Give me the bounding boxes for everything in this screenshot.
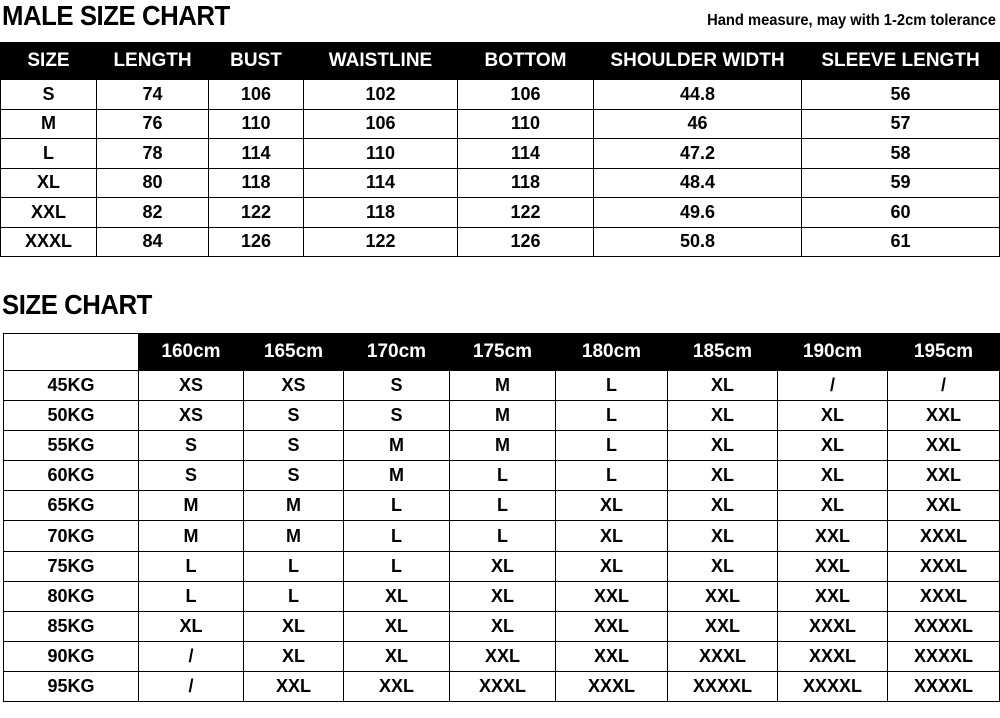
measurement-cell: 82 — [97, 198, 209, 228]
size-cell: XL — [668, 551, 778, 581]
column-header: LENGTH — [97, 43, 209, 80]
size-cell: L — [244, 581, 344, 611]
height-header: 170cm — [344, 334, 450, 371]
table-row — [4, 401, 1000, 431]
measurement-cell: 114 — [458, 139, 594, 169]
size-cell: L — [244, 551, 344, 581]
size-cell: L — [556, 431, 668, 461]
size-cell: XXL — [778, 581, 888, 611]
measurement-cell: 118 — [209, 168, 304, 198]
weight-label-cell: 95KG — [4, 671, 139, 701]
size-cell: XL — [778, 401, 888, 431]
size-cell: M — [139, 491, 244, 521]
size-cell: XL — [556, 551, 668, 581]
size-cell: XXL — [668, 581, 778, 611]
measurement-cell: 58 — [802, 139, 1000, 169]
male-size-table — [0, 42, 1000, 257]
size-cell: XXL — [450, 641, 556, 671]
column-header: SLEEVE LENGTH — [802, 43, 1000, 80]
size-cell: XXXL — [888, 581, 1000, 611]
size-cell: XS — [139, 401, 244, 431]
size-cell: XXXXL — [888, 641, 1000, 671]
size-cell: L — [344, 491, 450, 521]
height-header: 180cm — [556, 334, 668, 371]
measurement-cell: 56 — [802, 80, 1000, 110]
size-cell: XL — [668, 521, 778, 551]
measurement-cell: 57 — [802, 109, 1000, 139]
size-cell: XXXXL — [778, 671, 888, 701]
size-cell: XXXL — [450, 671, 556, 701]
male-size-chart-title: MALE SIZE CHART — [2, 0, 230, 31]
table-row — [4, 521, 1000, 551]
size-cell: XXXL — [778, 641, 888, 671]
column-header: SHOULDER WIDTH — [594, 43, 802, 80]
measurement-cell: 49.6 — [594, 198, 802, 228]
size-cell: XL — [344, 641, 450, 671]
table-row — [4, 641, 1000, 671]
measurement-cell: 60 — [802, 198, 1000, 228]
size-label-cell: XL — [1, 168, 97, 198]
size-cell: XXL — [556, 611, 668, 641]
height-header: 190cm — [778, 334, 888, 371]
table-row — [1, 168, 1000, 198]
size-cell: XL — [668, 371, 778, 401]
size-cell: M — [244, 491, 344, 521]
size-cell: S — [139, 461, 244, 491]
size-cell: XXL — [778, 551, 888, 581]
tolerance-note: Hand measure, may with 1-2cm tolerance — [707, 12, 996, 29]
table-row — [1, 80, 1000, 110]
measurement-cell: 114 — [304, 168, 458, 198]
size-cell: XXXL — [556, 671, 668, 701]
measurement-cell: 61 — [802, 227, 1000, 257]
size-cell: XL — [778, 461, 888, 491]
size-cell: XXL — [888, 491, 1000, 521]
height-weight-size-table — [3, 333, 1000, 702]
size-cell: XL — [450, 581, 556, 611]
measurement-cell: 50.8 — [594, 227, 802, 257]
size-cell: XL — [139, 611, 244, 641]
size-label-cell: XXL — [1, 198, 97, 228]
size-cell: S — [344, 371, 450, 401]
size-cell: / — [778, 371, 888, 401]
table-row — [1, 198, 1000, 228]
size-cell: XXL — [244, 671, 344, 701]
size-cell: XXXXL — [668, 671, 778, 701]
size-cell: M — [344, 461, 450, 491]
size-cell: XXL — [556, 641, 668, 671]
measurement-cell: 74 — [97, 80, 209, 110]
measurement-cell: 80 — [97, 168, 209, 198]
measurement-cell: 102 — [304, 80, 458, 110]
height-header: 185cm — [668, 334, 778, 371]
measurement-cell: 126 — [458, 227, 594, 257]
table-row — [4, 371, 1000, 401]
table-row — [1, 227, 1000, 257]
size-cell: XL — [244, 641, 344, 671]
size-cell: XXL — [888, 401, 1000, 431]
table-row — [1, 139, 1000, 169]
weight-label-cell: 50KG — [4, 401, 139, 431]
weight-label-cell: 75KG — [4, 551, 139, 581]
size-cell: S — [344, 401, 450, 431]
height-header-row — [4, 334, 1000, 371]
height-header: 165cm — [244, 334, 344, 371]
measurement-cell: 118 — [304, 198, 458, 228]
size-cell: S — [244, 431, 344, 461]
weight-label-cell: 45KG — [4, 371, 139, 401]
size-cell: L — [450, 521, 556, 551]
measurement-cell: 126 — [209, 227, 304, 257]
size-cell: XXL — [668, 611, 778, 641]
weight-label-cell: 70KG — [4, 521, 139, 551]
weight-label-cell: 65KG — [4, 491, 139, 521]
size-cell: / — [888, 371, 1000, 401]
size-cell: / — [139, 641, 244, 671]
size-label-cell: M — [1, 109, 97, 139]
column-header: BUST — [209, 43, 304, 80]
size-cell: XS — [244, 371, 344, 401]
measurement-cell: 122 — [458, 198, 594, 228]
size-cell: XL — [668, 431, 778, 461]
size-cell: XL — [450, 611, 556, 641]
weight-label-cell: 80KG — [4, 581, 139, 611]
measurement-cell: 84 — [97, 227, 209, 257]
size-cell: XXL — [344, 671, 450, 701]
male-size-header-row — [1, 43, 1000, 80]
size-cell: XL — [668, 491, 778, 521]
column-header: WAISTLINE — [304, 43, 458, 80]
table-row — [4, 671, 1000, 701]
size-cell: XXXXL — [888, 611, 1000, 641]
size-cell: L — [139, 581, 244, 611]
size-cell: M — [139, 521, 244, 551]
size-label-cell: L — [1, 139, 97, 169]
corner-cell — [4, 334, 139, 371]
measurement-cell: 106 — [304, 109, 458, 139]
size-cell: M — [450, 401, 556, 431]
size-cell: XL — [244, 611, 344, 641]
measurement-cell: 76 — [97, 109, 209, 139]
size-cell: XL — [344, 611, 450, 641]
size-cell: XXL — [778, 521, 888, 551]
weight-label-cell: 60KG — [4, 461, 139, 491]
size-cell: XL — [778, 491, 888, 521]
size-cell: XXL — [888, 431, 1000, 461]
measurement-cell: 44.8 — [594, 80, 802, 110]
size-cell: XXL — [888, 461, 1000, 491]
measurement-cell: 48.4 — [594, 168, 802, 198]
size-cell: XL — [450, 551, 556, 581]
size-cell: L — [344, 551, 450, 581]
measurement-cell: 46 — [594, 109, 802, 139]
table-row — [4, 461, 1000, 491]
size-cell: XS — [139, 371, 244, 401]
size-cell: M — [450, 371, 556, 401]
weight-label-cell: 55KG — [4, 431, 139, 461]
size-cell: L — [450, 461, 556, 491]
weight-label-cell: 85KG — [4, 611, 139, 641]
size-cell: XXXL — [888, 521, 1000, 551]
size-label-cell: XXXL — [1, 227, 97, 257]
size-label-cell: S — [1, 80, 97, 110]
measurement-cell: 110 — [458, 109, 594, 139]
column-header: BOTTOM — [458, 43, 594, 80]
measurement-cell: 59 — [802, 168, 1000, 198]
size-cell: S — [139, 431, 244, 461]
size-cell: XXXL — [668, 641, 778, 671]
measurement-cell: 118 — [458, 168, 594, 198]
measurement-cell: 106 — [209, 80, 304, 110]
size-cell: S — [244, 461, 344, 491]
height-header: 195cm — [888, 334, 1000, 371]
weight-label-cell: 90KG — [4, 641, 139, 671]
measurement-cell: 106 — [458, 80, 594, 110]
size-cell: L — [556, 461, 668, 491]
size-cell: XL — [668, 461, 778, 491]
size-cell: XXXL — [888, 551, 1000, 581]
table-row — [4, 551, 1000, 581]
size-cell: L — [139, 551, 244, 581]
measurement-cell: 110 — [209, 109, 304, 139]
height-header: 160cm — [139, 334, 244, 371]
size-chart-title: SIZE CHART — [2, 289, 152, 320]
size-cell: XL — [556, 491, 668, 521]
table-row — [4, 581, 1000, 611]
size-cell: L — [556, 401, 668, 431]
size-cell: L — [556, 371, 668, 401]
size-cell: / — [139, 671, 244, 701]
size-cell: S — [244, 401, 344, 431]
size-cell: XL — [344, 581, 450, 611]
size-cell: M — [344, 431, 450, 461]
measurement-cell: 122 — [304, 227, 458, 257]
size-cell: XXXL — [778, 611, 888, 641]
measurement-cell: 110 — [304, 139, 458, 169]
table-row — [4, 491, 1000, 521]
size-cell: XL — [668, 401, 778, 431]
size-cell: L — [344, 521, 450, 551]
table-row — [1, 109, 1000, 139]
measurement-cell: 78 — [97, 139, 209, 169]
size-cell: XL — [778, 431, 888, 461]
measurement-cell: 47.2 — [594, 139, 802, 169]
size-cell: XL — [556, 521, 668, 551]
height-header: 175cm — [450, 334, 556, 371]
column-header: SIZE — [1, 43, 97, 80]
size-cell: M — [244, 521, 344, 551]
measurement-cell: 114 — [209, 139, 304, 169]
size-cell: L — [450, 491, 556, 521]
size-cell: M — [450, 431, 556, 461]
table-row — [4, 431, 1000, 461]
measurement-cell: 122 — [209, 198, 304, 228]
size-cell: XXXXL — [888, 671, 1000, 701]
table-row — [4, 611, 1000, 641]
size-cell: XXL — [556, 581, 668, 611]
